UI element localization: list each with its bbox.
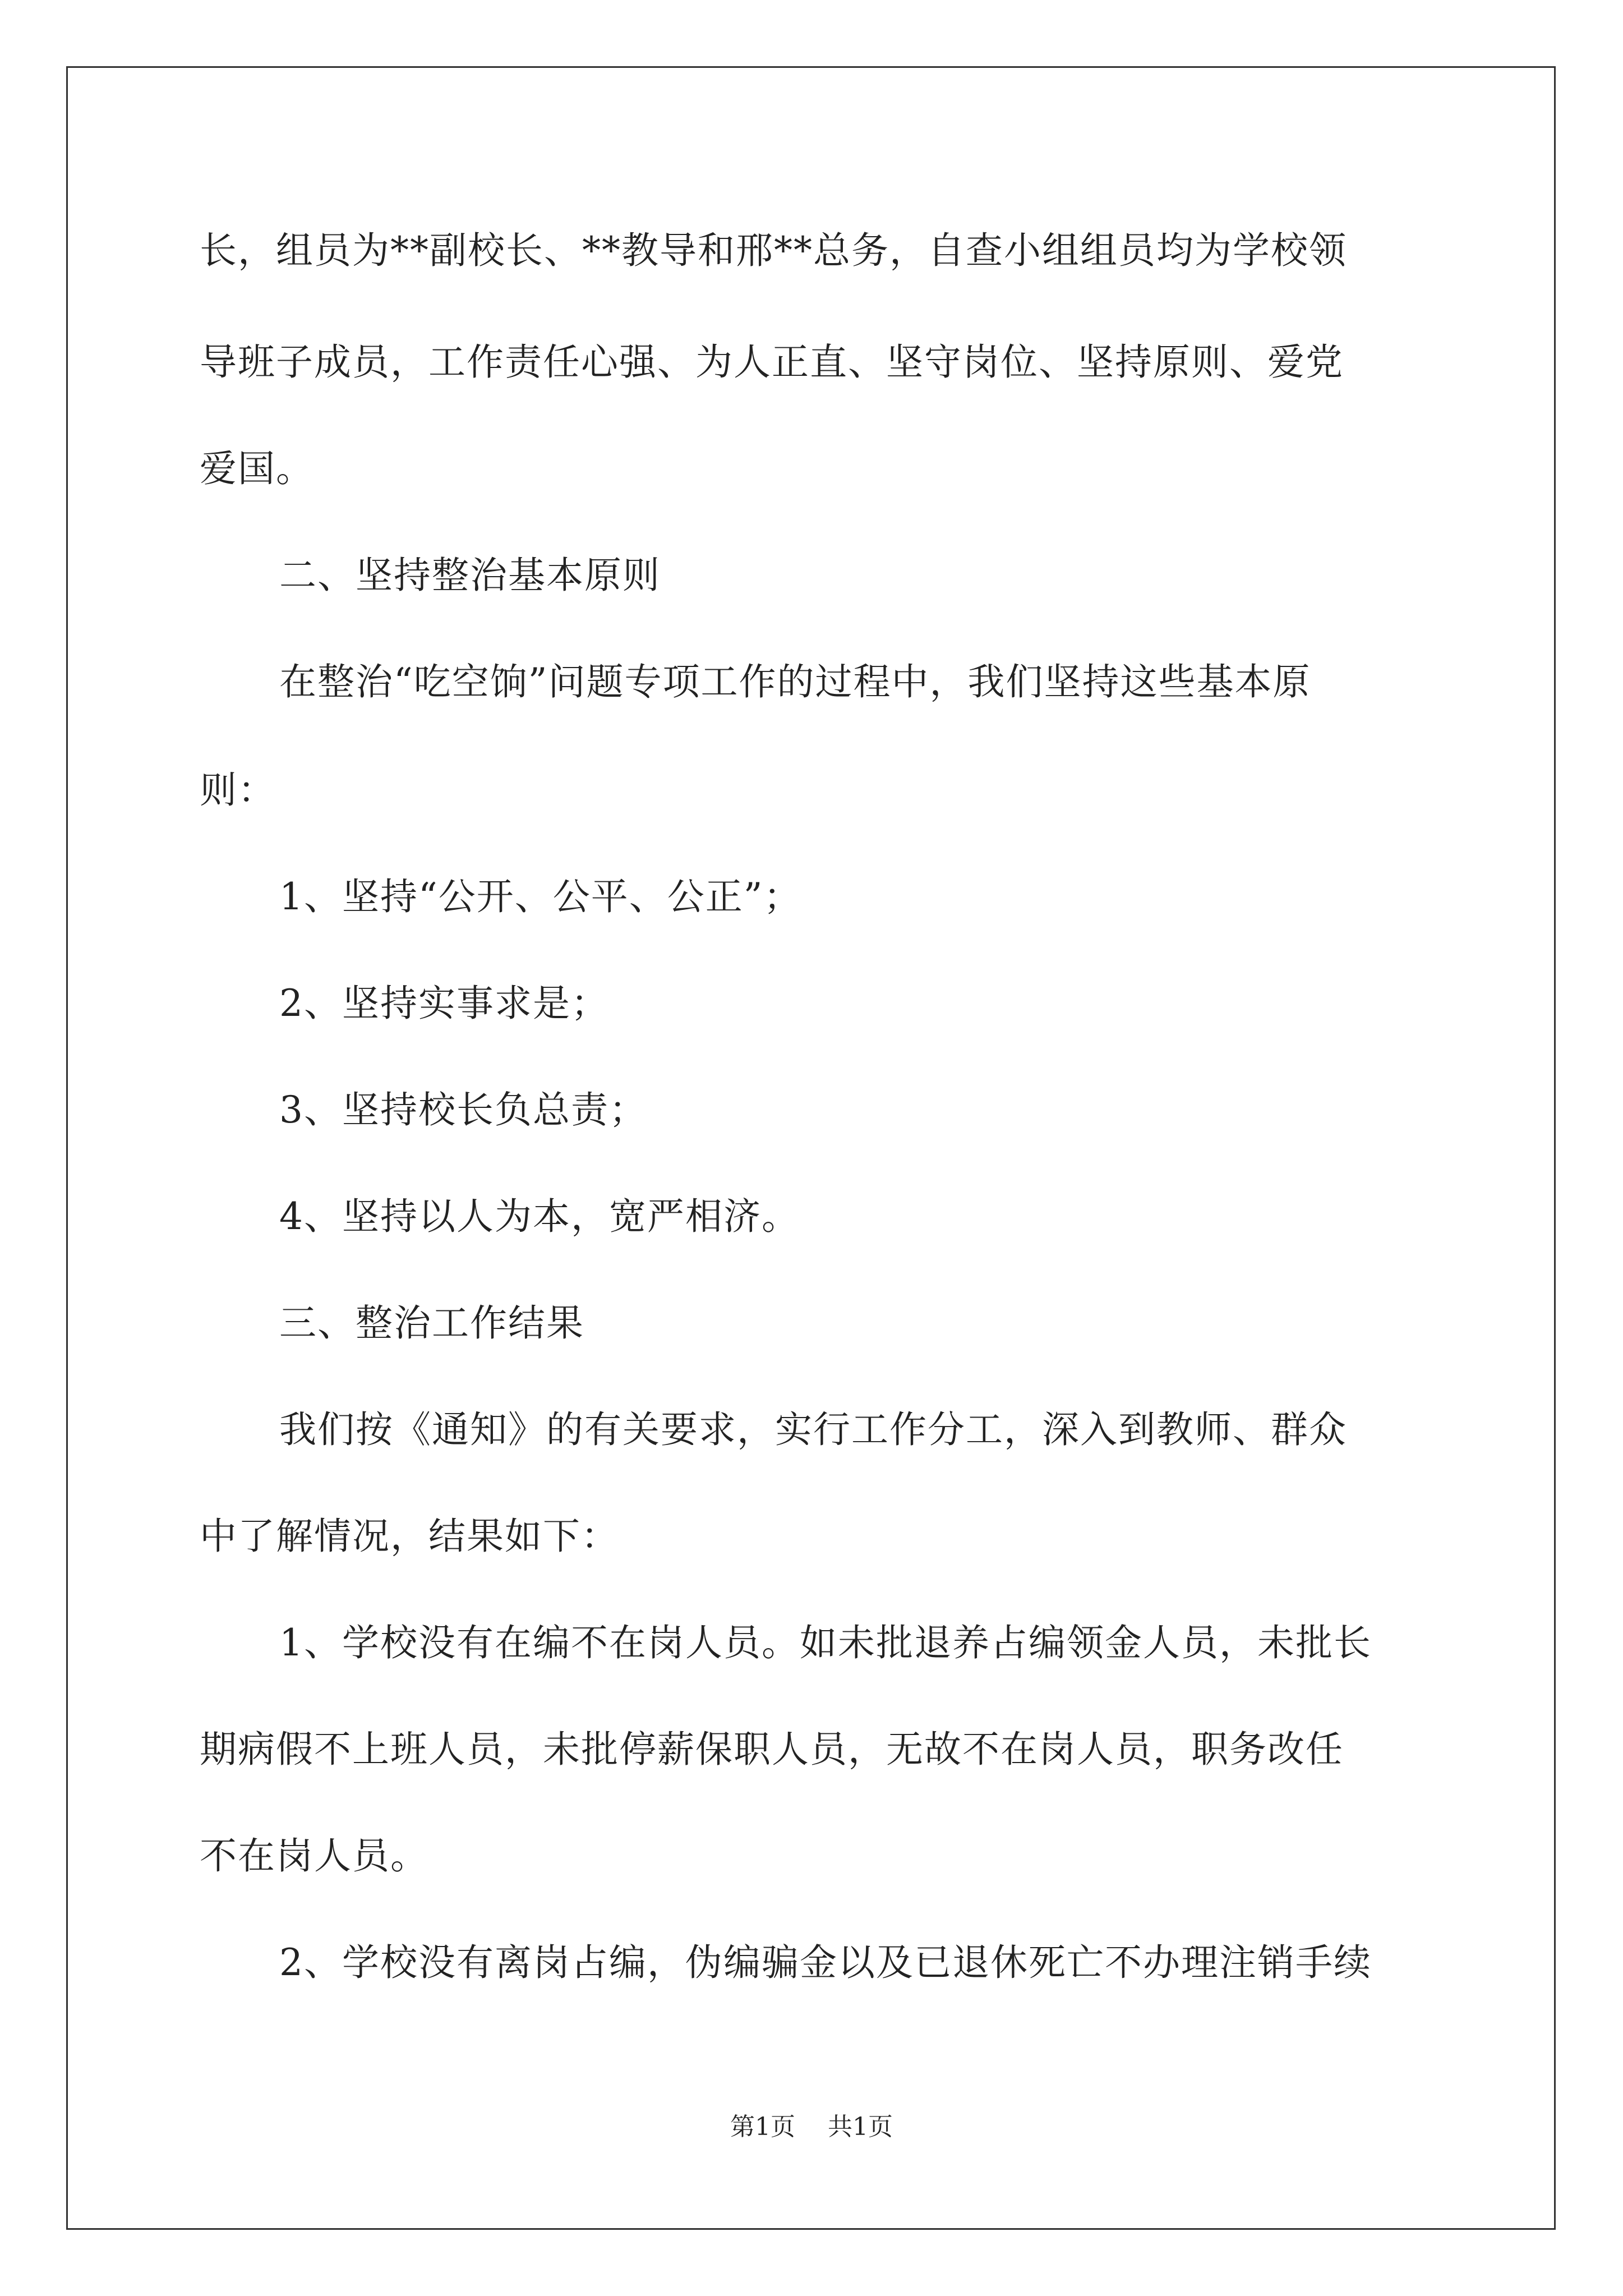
text-line: 则： [200,769,276,812]
text-line: 爱国。 [200,447,314,490]
text-line: 期病假不上班人员，未批停薪保职人员，无故不在岗人员，职务改任 [200,1728,1344,1771]
list-item: 3、坚持校长负总责； [279,1088,647,1131]
page-footer [0,2110,1623,2144]
text-line: 导班子成员，工作责任心强、为人正直、坚守岗位、坚持原则、爱党 [200,341,1344,384]
text-line: 长，组员为**副校长、**教导和邢**总务，自查小组组员均为学校领 [200,229,1347,272]
text-line: 在整治“吃空饷”问题专项工作的过程中，我们坚持这些基本原 [279,660,1311,703]
text-line: 2、学校没有离岗占编，伪编骗金以及已退休死亡不办理注销手续 [279,1941,1372,1984]
text-line: 1、学校没有在编不在岗人员。如未批退养占编领金人员，未批长 [279,1621,1372,1664]
list-item: 2、坚持实事求是； [279,982,609,1025]
text-line: 中了解情况，结果如下： [200,1515,619,1558]
list-item: 4、坚持以人为本，宽严相济。 [279,1195,800,1238]
list-item: 1、坚持“公开、公平、公正”； [279,875,802,918]
section-heading: 三、整治工作结果 [279,1301,584,1345]
page-number: 第1页 [730,2113,795,2141]
section-heading: 二、坚持整治基本原则 [279,554,661,597]
page-total: 共1页 [828,2113,893,2141]
page-border [66,66,1556,2230]
text-line: 不在岗人员。 [200,1834,428,1878]
text-line: 我们按《通知》的有关要求，实行工作分工，深入到教师、群众 [279,1408,1347,1451]
